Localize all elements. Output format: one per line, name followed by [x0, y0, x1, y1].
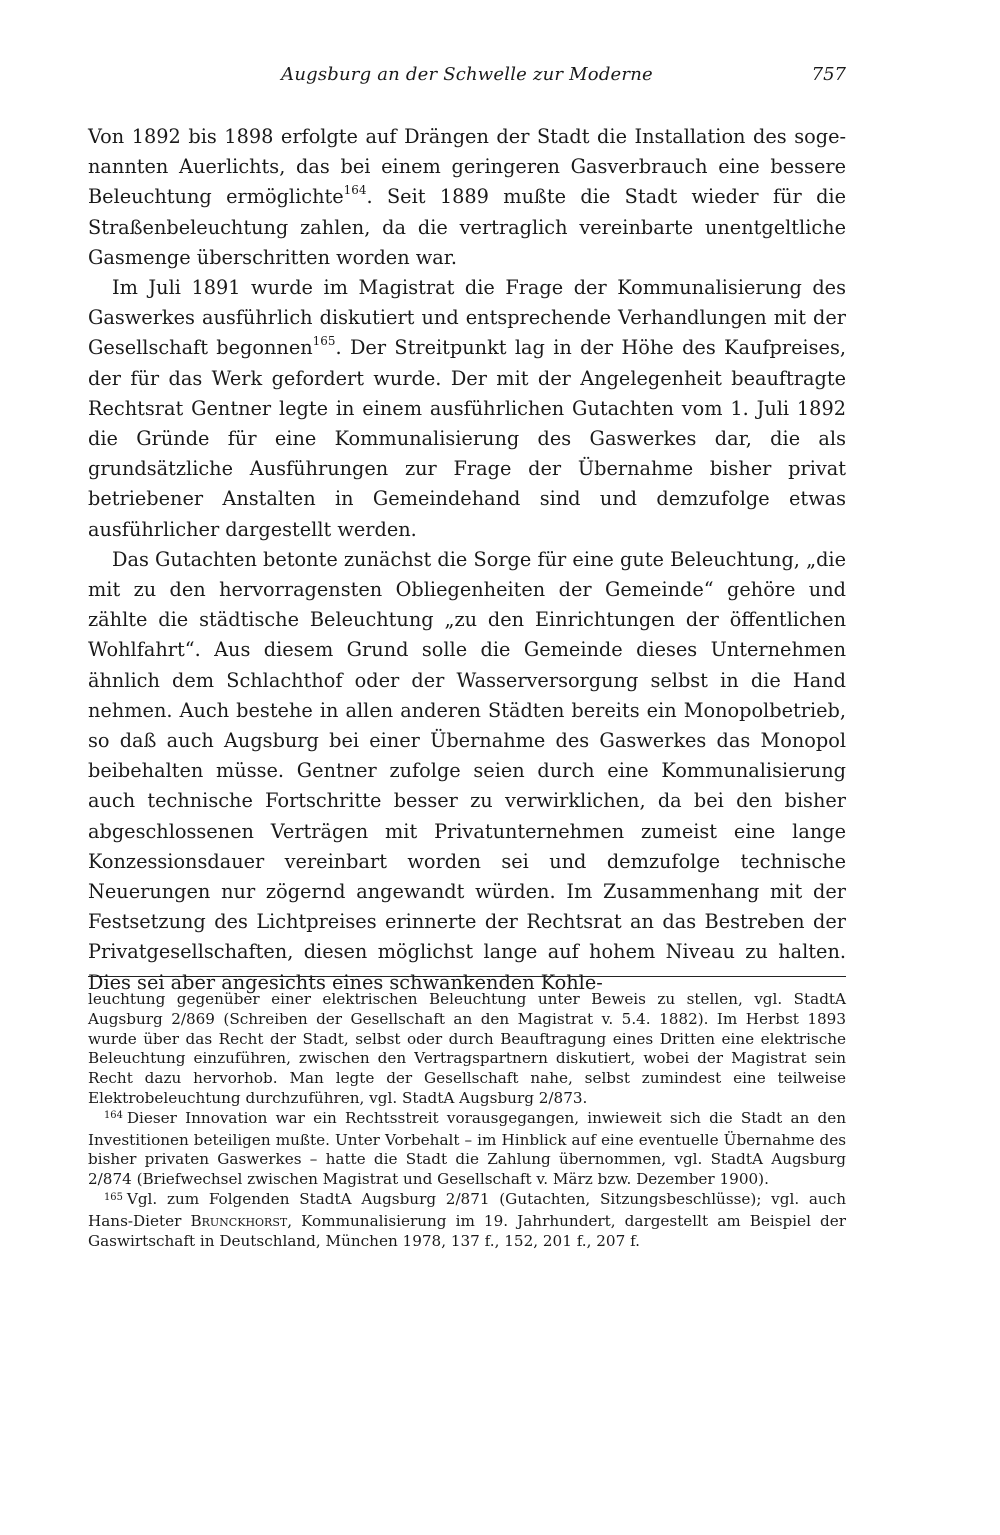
running-title: Augsburg an der Schwelle zur Moderne: [281, 64, 653, 85]
footnote-164: [88, 1109, 846, 1190]
footnote-continued: leuchtung gegenüber einer elektrischen Beleuchtung unter Beweis zu stellen, vgl. StadtA Augsburg 2/869 (Schreiben der Gesellschaft an den Magistrat v. 5.4. 1882). Im Herbst 1893 wurde über das Recht der Stadt, selbst oder durch Beauftragung eines Dritten eine elektrische Beleuchtung einzuführen, zwischen den Vertragspartnern diskutiert, wobei der Magistrat sein Recht dazu hervorhob. Man legte der Gesellschaft nahe, selbst zumindest eine teilweise Elektrobeleuchtung durchzuführen, vgl. StadtA Augsburg 2/873.: [88, 990, 846, 1107]
footnote-165-text-a: Vgl. zum Folgenden StadtA Augsburg 2/871 (Gutachten, Sitzungsbeschlüsse); vgl. auch Hans-Dieter: [88, 1189, 846, 1230]
page-number: 757: [811, 64, 846, 85]
running-head: [88, 64, 846, 94]
footnote-164-number: 164: [104, 1110, 123, 1122]
paragraph-2-text-b: . Der Streitpunkt lag in der Höhe des Kaufpreises, der für das Werk gefordert wurde. Der mit der Angelegenheit beauftragte Rechtsrat Gentner legte in einem ausführlichen Gutachten vom 1. Juli 1892 die Gründe für eine Kommunalisierung des Gaswerkes dar, die als grundsätzliche Ausführungen zur Frage der Übernahme bisher privat betriebener Anstalten in Gemeindehand sind und demzufolge etwas ausführlicher dargestellt werden.: [88, 336, 846, 541]
footnote-ref-164: 164: [343, 183, 367, 198]
footnote-165: [88, 1190, 846, 1251]
footnote-165-author: Brunckhorst: [190, 1211, 288, 1230]
paragraph-2: [88, 273, 846, 545]
footnote-164-text: Dieser Innovation war ein Rechtsstreit vorausgegangen, inwieweit sich die Stadt an den Investitionen beteiligen mußte. Unter Vorbehalt – im Hinblick auf eine eventuelle Übernahme des bisher privaten Gaswerkes – hatte die Stadt die Zahlung übernommen, vgl. StadtA Augsburg 2/874 (Briefwechsel zwischen Magistrat und Gesellschaft v. März bzw. Dezember 1900).: [88, 1108, 846, 1189]
footnote-165-text-b: , Kommunalisierung im 19. Jahrhundert, dargestellt am Beispiel der Gaswirtschaft in Deutschland, München 1978, 137 f., 152, 201 f., 207 f.: [88, 1211, 846, 1250]
paragraph-2-text-a: Im Juli 1891 wurde im Magistrat die Frage der Kommunalisierung des Gaswerkes ausführlich diskutiert und entsprechende Verhandlungen mit der Gesellschaft begonnen: [88, 276, 846, 360]
paragraph-1-text-a: Von 1892 bis 1898 erfolgte auf Drängen der Stadt die Installation des sogenannten Auerlichts, das bei einem geringeren Gasverbrauch eine bessere Beleuchtung ermöglichte: [88, 125, 846, 209]
footnote-165-number: 165: [104, 1191, 123, 1203]
paragraph-1-text-b: . Seit 1889 mußte die Stadt wieder für die Straßenbeleuchtung zahlen, da die vertraglich vereinbarte unentgeltliche Gasmenge überschritten worden war.: [88, 185, 846, 269]
footnote-ref-165: 165: [312, 334, 336, 349]
footnote-rule: [88, 976, 846, 977]
paragraph-1: [88, 122, 846, 273]
main-text: [88, 122, 846, 998]
paragraph-3: Das Gutachten betonte zunächst die Sorge für eine gute Beleuchtung, „die mit zu den hervorragensten Obliegenheiten der Gemeinde“ gehöre und zählte die städtische Beleuchtung „zu den Einrichtungen der öffentlichen Wohlfahrt“. Aus diesem Grund solle die Gemeinde dieses Unternehmen ähnlich dem Schlachthof oder der Wasserversorgung selbst in die Hand nehmen. Auch bestehe in allen anderen Städten bereits ein Monopolbetrieb, so daß auch Augsburg bei einer Übernahme des Gaswerkes das Monopol beibehalten müsse. Gentner zufolge seien durch eine Kommunalisierung auch technische Fortschritte besser zu verwirklichen, da bei den bisher abgeschlossenen Verträgen mit Privatunternehmen zumeist eine lange Konzessionsdauer vereinbart worden sei und demzufolge technische Neuerungen nur zögernd angewandt würden. Im Zusammenhang mit der Festsetzung des Lichtpreises erinnerte der Rechtsrat an das Bestreben der Privatgesellschaften, diesen möglichst lange auf hohem Niveau zu halten. Dies sei aber angesichts eines schwankenden Kohle-: [88, 547, 846, 994]
footnotes: [88, 990, 846, 1251]
